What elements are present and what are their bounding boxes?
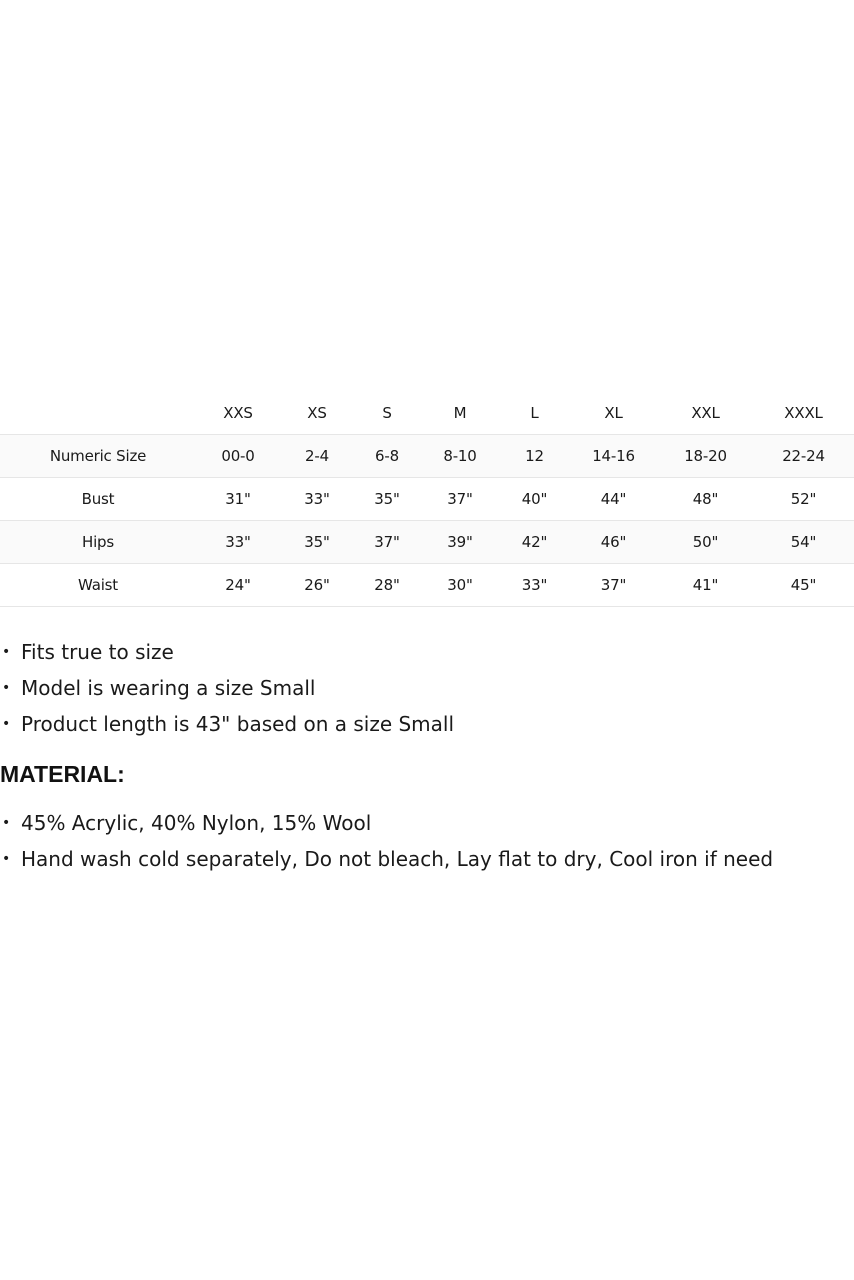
fit-note-text: Fits true to size xyxy=(21,640,174,664)
table-cell: 48" xyxy=(658,478,753,521)
table-cell: 37" xyxy=(569,564,658,607)
bullet-icon: • xyxy=(2,851,11,867)
table-cell: 8-10 xyxy=(420,435,500,478)
list-item xyxy=(0,634,454,670)
table-cell: 28" xyxy=(354,564,420,607)
header-cell-xxs: XXS xyxy=(196,391,280,435)
table-cell: 2-4 xyxy=(280,435,354,478)
table-cell: 37" xyxy=(420,478,500,521)
table-cell: 33" xyxy=(500,564,569,607)
size-chart-table xyxy=(0,391,854,607)
table-cell: 39" xyxy=(420,521,500,564)
table-cell: 54" xyxy=(753,521,854,564)
table-cell: 35" xyxy=(354,478,420,521)
bullet-icon: • xyxy=(2,680,11,696)
table-cell: 50" xyxy=(658,521,753,564)
list-item xyxy=(0,706,454,742)
table-cell: 45" xyxy=(753,564,854,607)
table-cell: 42" xyxy=(500,521,569,564)
table-cell: 6-8 xyxy=(354,435,420,478)
fit-note-text: Product length is 43" based on a size Small xyxy=(21,712,455,736)
material-list xyxy=(0,805,773,877)
list-item xyxy=(0,841,773,877)
row-label: Numeric Size xyxy=(0,435,196,478)
row-label: Hips xyxy=(0,521,196,564)
material-heading: MATERIAL: xyxy=(0,761,125,787)
table-cell: 40" xyxy=(500,478,569,521)
table-cell: 35" xyxy=(280,521,354,564)
table-cell: 22-24 xyxy=(753,435,854,478)
header-cell-xl: XL xyxy=(569,391,658,435)
bullet-icon: • xyxy=(2,716,11,732)
table-cell: 14-16 xyxy=(569,435,658,478)
table-cell: 33" xyxy=(280,478,354,521)
table-cell: 46" xyxy=(569,521,658,564)
table-cell: 37" xyxy=(354,521,420,564)
table-cell: 44" xyxy=(569,478,658,521)
care-text: Hand wash cold separately, Do not bleach, Lay flat to dry, Cool iron if need xyxy=(21,847,774,871)
header-cell-xs: XS xyxy=(280,391,354,435)
table-cell: 12 xyxy=(500,435,569,478)
bullet-icon: • xyxy=(2,644,11,660)
header-cell-m: M xyxy=(420,391,500,435)
table-cell: 18-20 xyxy=(658,435,753,478)
table-cell: 00-0 xyxy=(196,435,280,478)
header-cell-empty xyxy=(0,391,196,435)
header-cell-l: L xyxy=(500,391,569,435)
row-label: Bust xyxy=(0,478,196,521)
table-cell: 24" xyxy=(196,564,280,607)
material-text: 45% Acrylic, 40% Nylon, 15% Wool xyxy=(21,811,372,835)
fit-notes-list xyxy=(0,634,454,742)
table-cell: 26" xyxy=(280,564,354,607)
table-cell: 31" xyxy=(196,478,280,521)
bullet-icon: • xyxy=(2,815,11,831)
header-cell-xxxl: XXXL xyxy=(753,391,854,435)
table-row-waist xyxy=(0,564,854,607)
table-cell: 41" xyxy=(658,564,753,607)
row-label: Waist xyxy=(0,564,196,607)
fit-note-text: Model is wearing a size Small xyxy=(21,676,316,700)
table-row-numeric-size xyxy=(0,435,854,478)
table-row-hips xyxy=(0,521,854,564)
header-cell-s: S xyxy=(354,391,420,435)
header-cell-xxl: XXL xyxy=(658,391,753,435)
table-cell: 33" xyxy=(196,521,280,564)
table-cell: 30" xyxy=(420,564,500,607)
list-item xyxy=(0,805,773,841)
table-row-bust xyxy=(0,478,854,521)
table-cell: 52" xyxy=(753,478,854,521)
list-item xyxy=(0,670,454,706)
size-header-row xyxy=(0,391,854,435)
